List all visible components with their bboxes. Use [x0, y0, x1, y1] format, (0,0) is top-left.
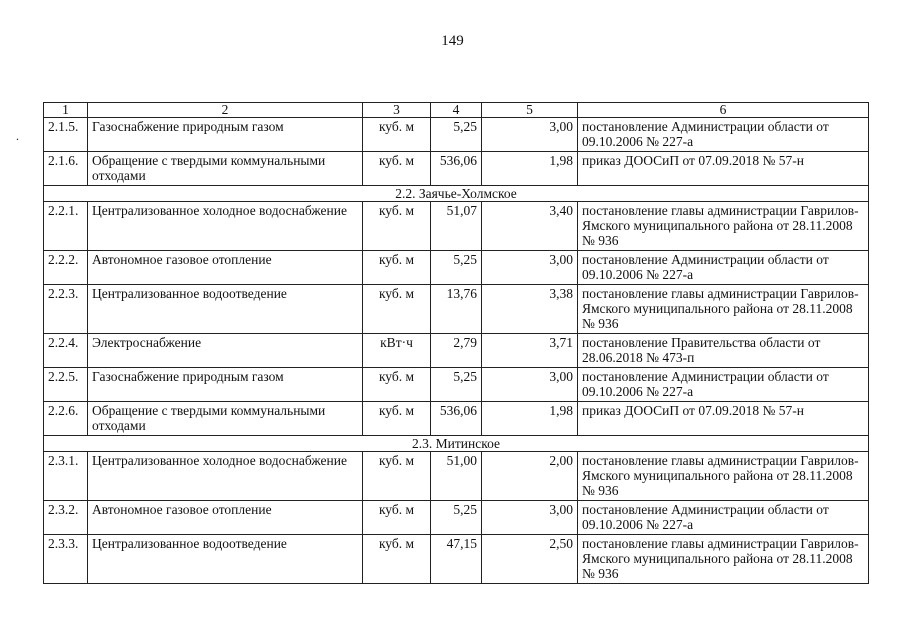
legal-basis: постановление главы администрации Гаврилов-Ямского муниципального района от 28.11.2008 № 936 [578, 202, 869, 251]
service-name: Электроснабжение [88, 334, 363, 368]
legal-basis: постановление Администрации области от 09.10.2006 № 227-а [578, 118, 869, 152]
item-number: 2.3.1. [44, 452, 88, 501]
tariff-value: 3,00 [482, 118, 578, 152]
service-name: Автономное газовое отопление [88, 251, 363, 285]
section-title: 2.2. Заячье-Холмское [44, 186, 869, 202]
unit-of-measure: куб. м [363, 452, 431, 501]
tariff-value: 3,38 [482, 285, 578, 334]
service-name: Централизованное водоотведение [88, 285, 363, 334]
table-row [44, 251, 869, 285]
item-number: 2.2.6. [44, 402, 88, 436]
legal-basis: постановление Правительства области от 28.06.2018 № 473-п [578, 334, 869, 368]
item-number: 2.3.3. [44, 535, 88, 584]
tariff-value: 3,00 [482, 251, 578, 285]
table-row [44, 402, 869, 436]
item-number: 2.3.2. [44, 501, 88, 535]
table-row [44, 152, 869, 186]
service-name: Газоснабжение природным газом [88, 118, 363, 152]
unit-of-measure: куб. м [363, 402, 431, 436]
legal-basis: постановление Администрации области от 09.10.2006 № 227-а [578, 368, 869, 402]
column-number: 1 [44, 103, 88, 118]
unit-of-measure: куб. м [363, 202, 431, 251]
legal-basis: постановление Администрации области от 09.10.2006 № 227-а [578, 251, 869, 285]
column-number: 4 [431, 103, 482, 118]
table-row [44, 118, 869, 152]
unit-of-measure: куб. м [363, 118, 431, 152]
tariff-table [43, 102, 869, 584]
norm-value: 5,25 [431, 368, 482, 402]
norm-value: 536,06 [431, 152, 482, 186]
norm-value: 5,25 [431, 251, 482, 285]
table-body [44, 103, 869, 584]
item-number: 2.2.5. [44, 368, 88, 402]
legal-basis: постановление Администрации области от 09.10.2006 № 227-а [578, 501, 869, 535]
section-heading-row [44, 186, 869, 202]
norm-value: 536,06 [431, 402, 482, 436]
tariff-value: 3,71 [482, 334, 578, 368]
norm-value: 13,76 [431, 285, 482, 334]
unit-of-measure: куб. м [363, 152, 431, 186]
unit-of-measure: куб. м [363, 501, 431, 535]
legal-basis: приказ ДООСиП от 07.09.2018 № 57-н [578, 402, 869, 436]
table-row [44, 501, 869, 535]
unit-of-measure: куб. м [363, 251, 431, 285]
table-row [44, 202, 869, 251]
unit-of-measure: куб. м [363, 368, 431, 402]
tariff-value: 1,98 [482, 402, 578, 436]
unit-of-measure: кВт·ч [363, 334, 431, 368]
service-name: Автономное газовое отопление [88, 501, 363, 535]
table-row [44, 334, 869, 368]
column-number: 3 [363, 103, 431, 118]
item-number: 2.2.2. [44, 251, 88, 285]
item-number: 2.2.1. [44, 202, 88, 251]
page-number: 149 [441, 33, 464, 49]
legal-basis: постановление главы администрации Гаврилов-Ямского муниципального района от 28.11.2008 № 936 [578, 452, 869, 501]
service-name: Обращение с твердыми коммунальными отходами [88, 402, 363, 436]
stray-mark: . [16, 129, 19, 143]
tariff-value: 3,40 [482, 202, 578, 251]
column-number: 2 [88, 103, 363, 118]
tariff-value: 1,98 [482, 152, 578, 186]
item-number: 2.1.6. [44, 152, 88, 186]
table-row [44, 452, 869, 501]
column-number: 6 [578, 103, 869, 118]
item-number: 2.2.4. [44, 334, 88, 368]
legal-basis: постановление главы администрации Гаврилов-Ямского муниципального района от 28.11.2008 № 936 [578, 285, 869, 334]
norm-value: 47,15 [431, 535, 482, 584]
legal-basis: приказ ДООСиП от 07.09.2018 № 57-н [578, 152, 869, 186]
tariff-value: 2,50 [482, 535, 578, 584]
service-name: Газоснабжение природным газом [88, 368, 363, 402]
norm-value: 51,00 [431, 452, 482, 501]
legal-basis: постановление главы администрации Гаврилов-Ямского муниципального района от 28.11.2008 № 936 [578, 535, 869, 584]
table-row [44, 535, 869, 584]
norm-value: 5,25 [431, 501, 482, 535]
tariff-value: 2,00 [482, 452, 578, 501]
norm-value: 51,07 [431, 202, 482, 251]
item-number: 2.2.3. [44, 285, 88, 334]
service-name: Централизованное водоотведение [88, 535, 363, 584]
norm-value: 5,25 [431, 118, 482, 152]
service-name: Обращение с твердыми коммунальными отходами [88, 152, 363, 186]
column-number: 5 [482, 103, 578, 118]
section-title: 2.3. Митинское [44, 436, 869, 452]
column-number-row [44, 103, 869, 118]
tariff-value: 3,00 [482, 368, 578, 402]
tariff-value: 3,00 [482, 501, 578, 535]
service-name: Централизованное холодное водоснабжение [88, 452, 363, 501]
table-row [44, 285, 869, 334]
unit-of-measure: куб. м [363, 285, 431, 334]
service-name: Централизованное холодное водоснабжение [88, 202, 363, 251]
table-row [44, 368, 869, 402]
norm-value: 2,79 [431, 334, 482, 368]
item-number: 2.1.5. [44, 118, 88, 152]
unit-of-measure: куб. м [363, 535, 431, 584]
section-heading-row [44, 436, 869, 452]
